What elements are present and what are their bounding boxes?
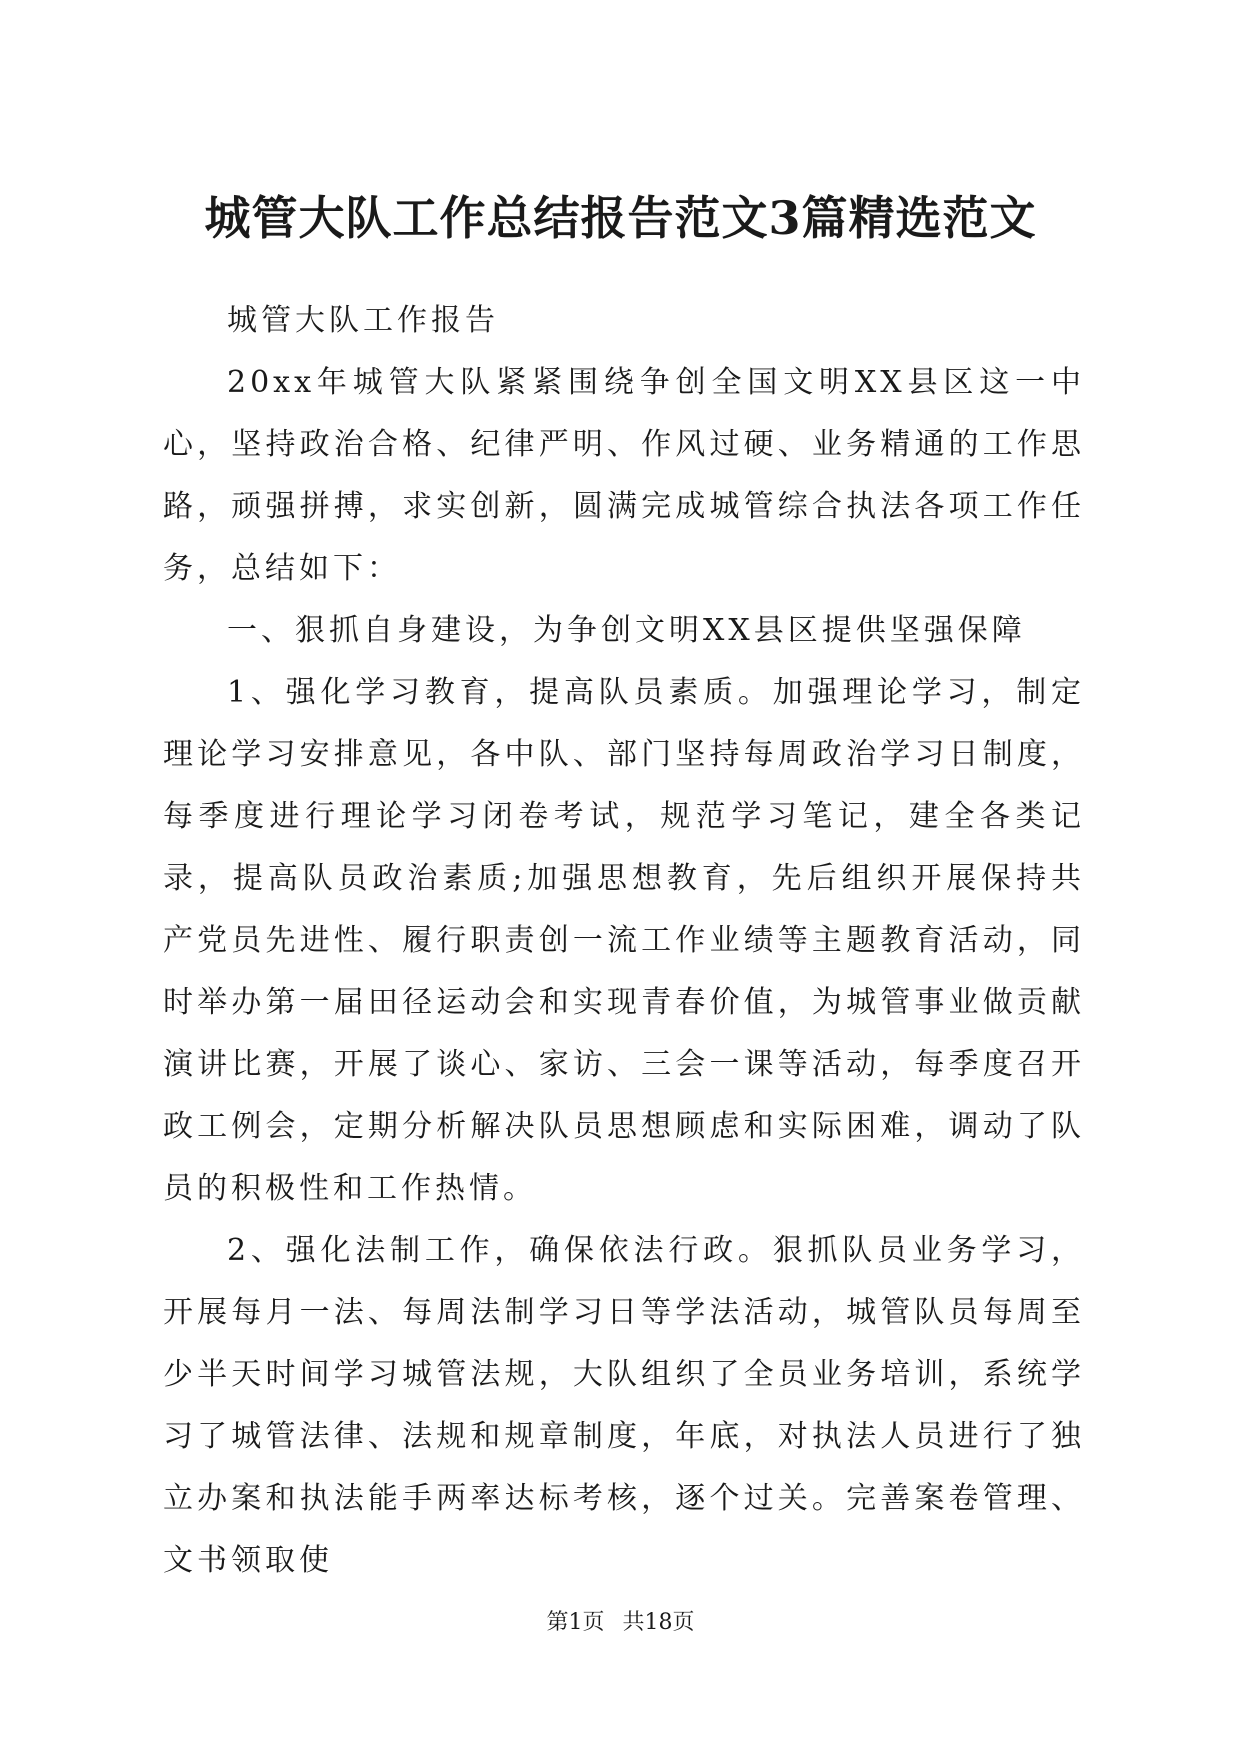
paragraph-item-1: 1、强化学习教育，提高队员素质。加强理论学习，制定理论学习安排意见，各中队、部门坚持每周政治学习日制度，每季度进行理论学习闭卷考试，规范学习笔记，建全各类记录，提高队员政治素质;加强思想教育，先后组织开展保持共产党员先进性、履行职责创一流工作业绩等主题教育活动，同时举办第一届田径运动会和实现青春价值，为城管事业做贡献演讲比赛，开展了谈心、家访、三会一课等活动，每季度召开政工例会，定期分析解决队员思想顾虑和实际困难，调动了队员的积极性和工作热情。 (163, 675, 1085, 1206)
document-title: 城管大队工作总结报告范文3篇精选范文 (204, 191, 1037, 245)
paragraph-subtitle: 城管大队工作报告 (227, 303, 499, 338)
page-total: 共18页 (622, 1610, 695, 1635)
page-number: 第1页 (546, 1610, 605, 1635)
document-body (163, 290, 1085, 1592)
paragraph-section-heading: 一、狠抓自身建设，为争创文明XX县区提供坚强保障 (227, 613, 1026, 648)
paragraph-intro: 20xx年城管大队紧紧围绕争创全国文明XX县区这一中心，坚持政治合格、纪律严明、作风过硬、业务精通的工作思路，顽强拼搏，求实创新，圆满完成城管综合执法各项工作任务，总结如下： (163, 365, 1085, 586)
paragraph-item-2: 2、强化法制工作，确保依法行政。狠抓队员业务学习，开展每月一法、每周法制学习日等学法活动，城管队员每周至少半天时间学习城管法规，大队组织了全员业务培训，系统学习了城管法律、法规和规章制度，年底，对执法人员进行了独立办案和执法能手两率达标考核，逐个过关。完善案卷管理、文书领取使 (163, 1233, 1085, 1578)
page-footer (0, 1608, 1241, 1638)
